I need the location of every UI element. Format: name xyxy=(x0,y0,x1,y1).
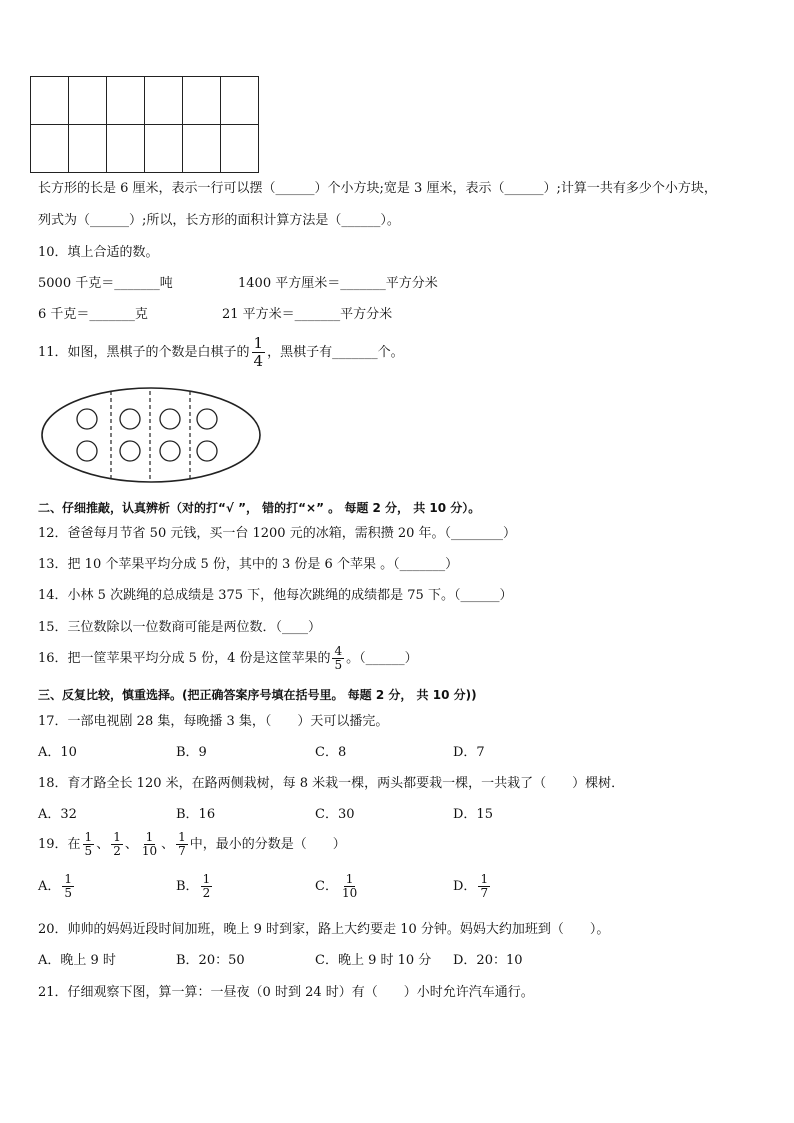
q18-option-b[interactable]: B．16 xyxy=(176,807,216,822)
separator: 、 xyxy=(161,837,175,852)
q17-option-d[interactable]: D．7 xyxy=(453,745,485,760)
fraction-denominator: 2 xyxy=(113,844,121,858)
option-label: D． xyxy=(453,879,477,894)
q10-item-c: 6 千克＝_______克 xyxy=(38,307,148,322)
chess-piece xyxy=(197,441,217,461)
grid-cell xyxy=(221,77,259,125)
q20-option-a[interactable]: A．晚上 9 时 xyxy=(38,953,116,968)
q19-fraction-1 xyxy=(83,831,95,858)
fraction-numerator: 4 xyxy=(334,644,343,658)
fraction-numerator: 1 xyxy=(113,830,121,844)
q10-item-d: 21 平方米＝_______平方分米 xyxy=(222,307,393,322)
fraction-numerator: 1 xyxy=(145,830,154,844)
q19-option-d[interactable] xyxy=(453,873,492,900)
fraction-denominator: 7 xyxy=(480,886,489,900)
q19-stem xyxy=(38,831,346,858)
q15: 15．三位数除以一位数商可能是两位数．（____） xyxy=(38,620,322,635)
fraction-numerator: 1 xyxy=(480,872,489,886)
chess-pieces-figure xyxy=(40,385,262,485)
fraction-denominator: 2 xyxy=(202,886,211,900)
q18-option-c[interactable]: C．30 xyxy=(315,807,355,822)
q20-option-d[interactable]: D．20：10 xyxy=(453,953,523,968)
grid-cell xyxy=(107,125,145,173)
q12: 12．爸爸每月节省 50 元钱，买一台 1200 元的冰箱，需积攒 20 年。（________） xyxy=(38,526,517,541)
chess-piece xyxy=(120,409,140,429)
fraction-denominator: 10 xyxy=(141,844,158,858)
grid-cell xyxy=(31,77,69,125)
q17-stem: 17．一部电视剧 28 集，每晚播 3 集，（ ）天可以播完。 xyxy=(38,714,389,729)
grid-cell xyxy=(31,125,69,173)
fraction-numerator: 1 xyxy=(345,872,354,886)
q18-option-d[interactable]: D．15 xyxy=(453,807,493,822)
fraction-numerator: 1 xyxy=(178,830,186,844)
grid-cell xyxy=(183,125,221,173)
fraction-denominator: 5 xyxy=(84,844,93,858)
chess-piece xyxy=(160,441,180,461)
fraction-denominator: 10 xyxy=(341,886,358,900)
fraction-numerator: 1 xyxy=(64,872,73,886)
option-label: C． xyxy=(315,879,338,894)
q9-line2: 列式为（______）;所以，长方形的面积计算方法是（______）。 xyxy=(38,213,400,228)
q16-fraction xyxy=(332,645,344,672)
q16-text-after: 。（______） xyxy=(346,651,418,666)
q13: 13．把 10 个苹果平均分成 5 份，其中的 3 份是 6 个苹果 。（_______） xyxy=(38,557,459,572)
q20-option-b[interactable]: B．20：50 xyxy=(176,953,245,968)
section-3-heading: 三、反复比较，慎重选择。(把正确答案序号填在括号里。 每题 2 分， 共 10 分)) xyxy=(38,688,477,702)
q16-text-before: 16．把一筐苹果平均分成 5 份，4 份是这筐苹果的 xyxy=(38,651,331,666)
option-fraction xyxy=(62,873,74,900)
q9-line1: 长方形的长是 6 厘米，表示一行可以摆（______）个小方块;宽是 3 厘米，表示（______）;计算一共有多少个小方块， xyxy=(38,181,717,196)
option-label: B． xyxy=(176,879,199,894)
q19-option-c[interactable] xyxy=(315,873,361,900)
q16 xyxy=(38,645,418,672)
separator: 、 xyxy=(124,837,138,852)
q10-item-b: 1400 平方厘米＝_______平方分米 xyxy=(238,276,438,291)
ellipse-outline xyxy=(42,388,260,482)
q11-question xyxy=(38,335,404,370)
fraction-denominator: 4 xyxy=(253,352,264,370)
q10-title: 10．填上合适的数。 xyxy=(38,245,159,260)
grid-cell xyxy=(69,77,107,125)
chess-piece xyxy=(120,441,140,461)
q14: 14．小林 5 次跳绳的总成绩是 375 下，他每次跳绳的成绩都是 75 下。（______） xyxy=(38,588,513,603)
option-label: A． xyxy=(38,879,61,894)
q19-suffix: 中，最小的分数是（ ） xyxy=(189,837,346,852)
q17-option-b[interactable]: B．9 xyxy=(176,745,207,760)
chess-piece xyxy=(77,409,97,429)
grid-cell xyxy=(145,125,183,173)
q17-option-c[interactable]: C．8 xyxy=(315,745,347,760)
q11-text-after: ，黑棋子有_______个。 xyxy=(267,345,404,360)
square-grid xyxy=(30,76,259,173)
option-fraction xyxy=(340,873,359,900)
fraction-numerator: 1 xyxy=(84,830,93,844)
q19-fraction-3 xyxy=(140,831,159,858)
q21: 21．仔细观察下图，算一算：一昼夜（0 时到 24 时）有（ ）小时允许汽车通行。 xyxy=(38,985,534,1000)
q19-option-a[interactable] xyxy=(38,873,76,900)
section-2-heading: 二、仔细推敲，认真辨析（对的打“√ ”， 错的打“×” 。 每题 2 分， 共 10 分）。 xyxy=(38,501,481,515)
option-fraction xyxy=(201,873,213,900)
q11-fraction xyxy=(252,335,266,370)
fraction-numerator: 1 xyxy=(202,872,211,886)
grid-cell xyxy=(145,77,183,125)
q18-option-a[interactable]: A．32 xyxy=(38,807,77,822)
grid-cell xyxy=(183,77,221,125)
q19-fraction-2 xyxy=(111,831,123,858)
fraction-denominator: 5 xyxy=(334,658,343,672)
option-fraction xyxy=(478,873,490,900)
q17-option-a[interactable]: A．10 xyxy=(38,745,77,760)
q19-prefix: 19．在 xyxy=(38,837,81,852)
q10-item-a: 5000 千克＝_______吨 xyxy=(38,276,173,291)
fraction-numerator: 1 xyxy=(253,334,264,352)
q20-option-c[interactable]: C．晚上 9 时 10 分 xyxy=(315,953,432,968)
q11-text-before: 11．如图，黑棋子的个数是白棋子的 xyxy=(38,345,250,360)
q18-stem: 18．育才路全长 120 米，在路两侧栽树，每 8 米栽一棵，两头都要栽一棵，一共栽了（ ）棵树． xyxy=(38,776,625,791)
separator: 、 xyxy=(96,837,110,852)
chess-piece xyxy=(160,409,180,429)
grid-cell xyxy=(69,125,107,173)
fraction-denominator: 5 xyxy=(64,886,73,900)
chess-piece xyxy=(197,409,217,429)
q19-option-b[interactable] xyxy=(176,873,214,900)
q19-fraction-4 xyxy=(176,831,188,858)
q20-stem: 20．帅帅的妈妈近段时间加班，晚上 9 时到家，路上大约要走 10 分钟。妈妈大约加班到（ ）。 xyxy=(38,922,610,937)
fraction-denominator: 7 xyxy=(178,844,186,858)
chess-piece xyxy=(77,441,97,461)
grid-cell xyxy=(221,125,259,173)
grid-cell xyxy=(107,77,145,125)
